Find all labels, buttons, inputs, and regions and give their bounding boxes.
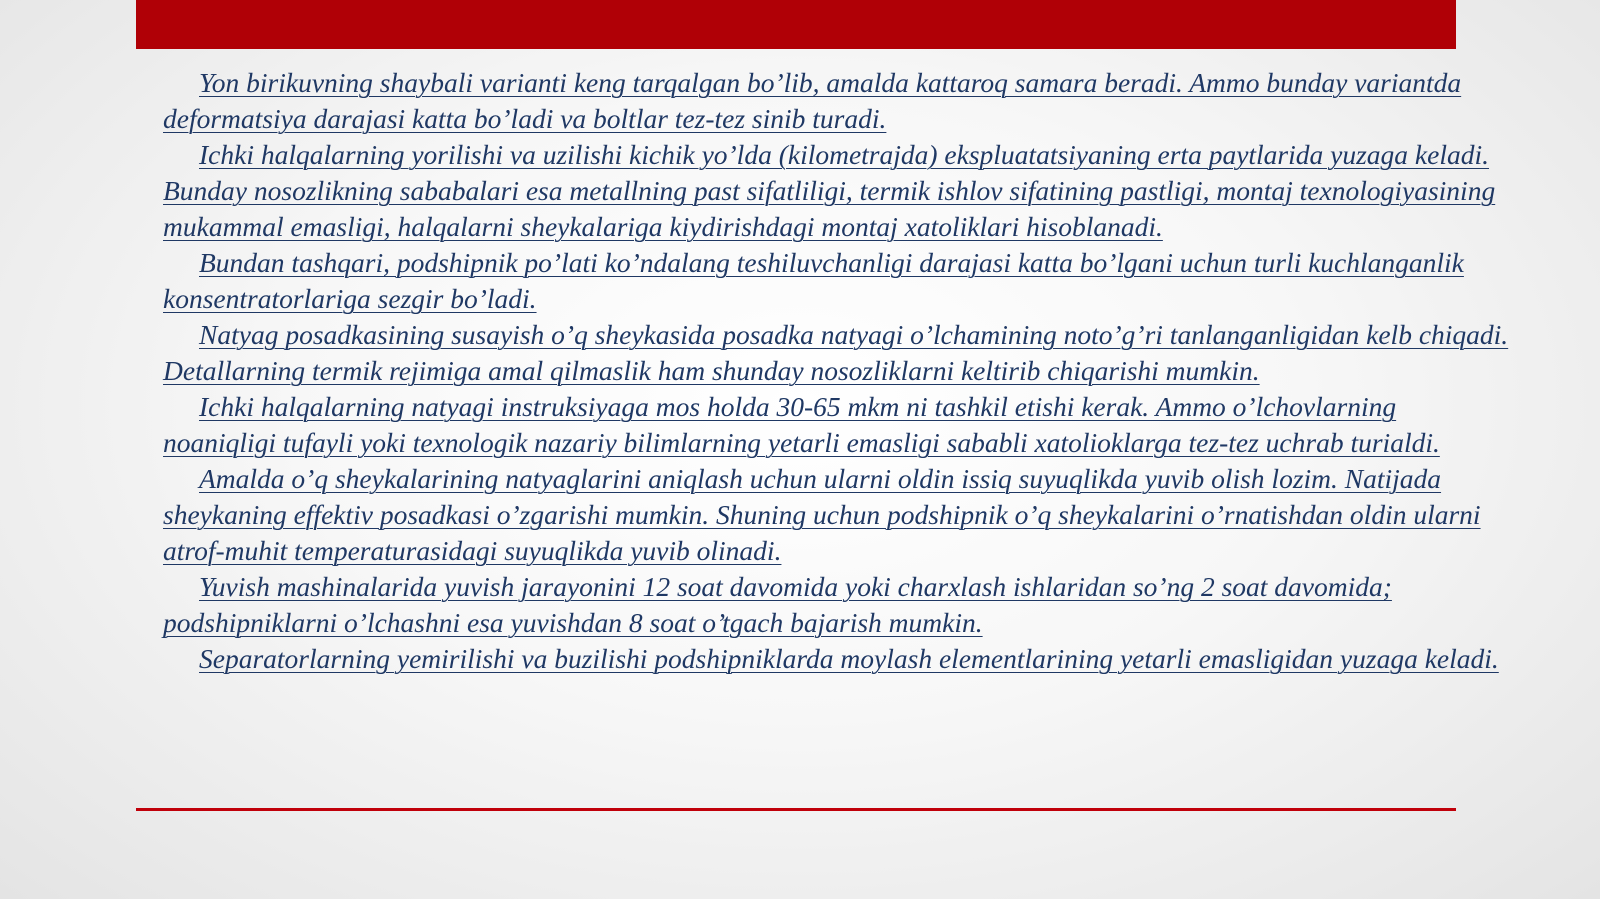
paragraph-washer-variant: Yon birikuvning shaybali varianti keng tarqalgan bo’lib, amalda kattaroq samara beradi. Ammo bunday variantda deformatsiya darajasi katta bo’ladi va boltlar tez-tez sinib turadi.	[163, 67, 1462, 134]
paragraph-interference-range: Ichki halqalarning natyagi instruksiyaga mos holda 30-65 mkm ni tashkil etishi kerak. Ammo o’lchovlarning noaniqligi tufayli yoki texnologik nazariy bilimlarning yetarli emasligi sababli xatolioklarga tez-tez uchrab turialdi.	[163, 391, 1440, 458]
bottom-divider-line	[136, 808, 1456, 811]
slide-body-text	[163, 65, 1513, 677]
paragraph-journal-washing: Amalda o’q sheykalarining natyaglarini aniqlash uchun ularni oldin issiq suyuqlikda yuvib olish lozim. Natijada sheykaning effektiv posadkasi o’zgarishi mumkin. Shuning uchun podshipnik o’q sheykalarini o’rnatishdan oldin ularni atrof-muhit temperaturasidagi suyuqlikda yuvib olinadi.	[163, 463, 1481, 566]
paragraph-washing-machines: Yuvish mashinalarida yuvish jarayonini 12 soat davomida yoki charxlash ishlaridan so’ng 2 soat davomida; podshipniklarni o’lchashni esa yuvishdan 8 soat o’tgach bajarish mumkin.	[163, 571, 1392, 638]
paragraph-inner-ring-cracks: Ichki halqalarning yorilishi va uzilishi kichik yo’lda (kilometrajda) ekspluatatsiyaning erta paytlarida yuzaga keladi. Bunday nosozlikning sababalari esa metallning past sifatliligi, termik ishlov sifatining pastligi, montaj texnologiyasining mukammal emasligi, halqalarni sheykalariga kiydirishdagi montaj xatoliklari hisoblanadi.	[163, 139, 1496, 242]
paragraph-steel-sensitivity: Bundan tashqari, podshipnik po’lati ko’ndalang teshiluvchanligi darajasi katta bo’lgani uchun turli kuchlanganlik konsentratorlariga sezgir bo’ladi.	[163, 247, 1464, 314]
top-accent-bar	[136, 0, 1456, 49]
paragraph-fit-weakening: Natyag posadkasining susayish o’q sheykasida posadka natyagi o’lchamining noto’g’ri tanlanganligidan kelb chiqadi. Detallarning termik rejimiga amal qilmaslik ham shunday nosozliklarni keltirib chiqarishi mumkin.	[163, 319, 1509, 386]
paragraph-separator-wear: Separatorlarning yemirilishi va buzilishi podshipniklarda moylash elementlarining yetarli emasligidan yuzaga keladi.	[199, 643, 1499, 674]
